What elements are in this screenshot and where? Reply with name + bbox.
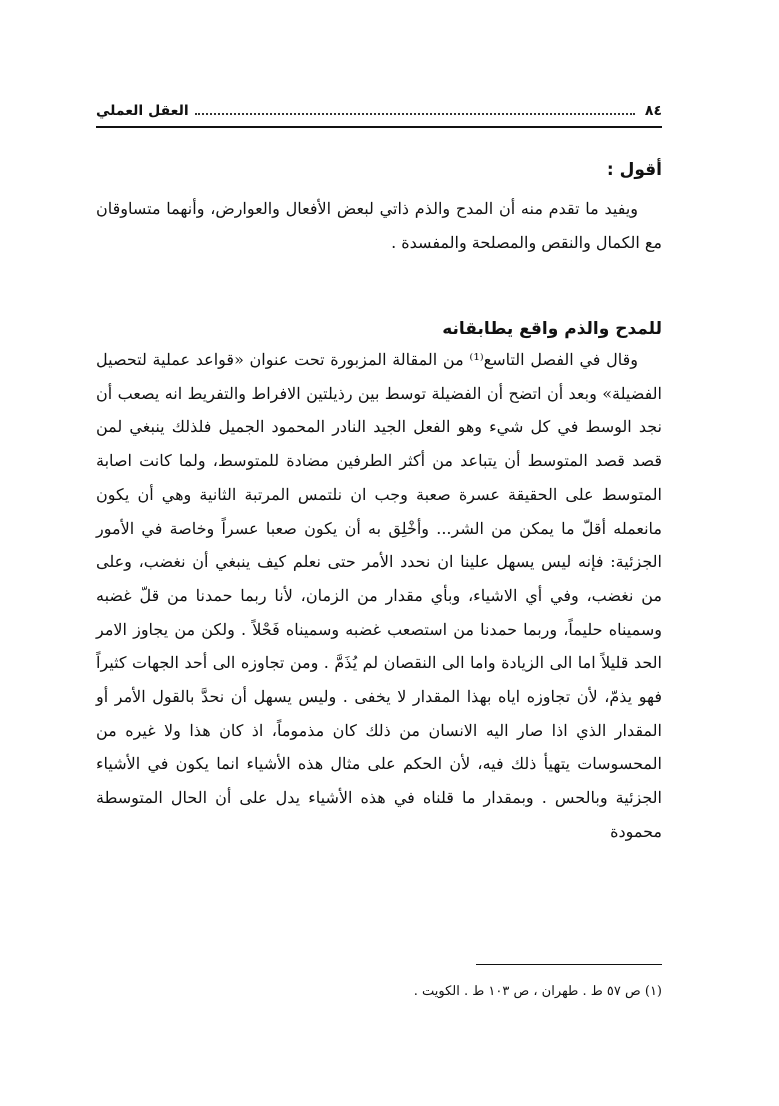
page-number: ٨٤ [644, 103, 662, 119]
footnote-rule [476, 964, 662, 965]
section-heading-madh-wal-dhamm: للمدح والذم واقع يطابقانه [442, 319, 662, 339]
running-header [96, 100, 662, 122]
footnote: (١) ص ٥٧ ط . طهران ، ص ١٠٣ ط . الكويت . [413, 984, 662, 999]
page-body [96, 96, 662, 1016]
paragraph-2: وقال في الفصل التاسع⁽¹⁾ من المقالة المزبورة تحت عنوان «قواعد عملية لتحصيل الفضيلة» وبعد أن اتضح أن الفضيلة توسط بين رذيلتين الافراط والتفريط انه يصعب أن نجد الوسط في كل شيء وهو الفعل الجيد النادر المحمود الجميل فلذلك ينبغي لمن قصد قصد المتوسط أن يتباعد من أكثر الطرفين مضادة للمتوسط، ولما كانت اصابة المتوسط على الحقيقة عسرة صعبة وجب ان نلتمس المرتبة الثانية وهي أن يكون مانعمله أقلّ ما يمكن من الشر... وأخْلِق به أن يكون صعبا عسراً وخاصة في الأمور الجزئية: فإنه ليس يسهل علينا ان نحدد الأمر حتى نعلم كيف ينبغي أن نغضب، وعلى من نغضب، وفي أي الاشياء، وبأي مقدار من الزمان، لأنا ربما حمدنا من قلّ غضبه وسميناه حليماً، وربما حمدنا من استصعب غضبه وسميناه فَحْلاً . ولكن من يجاوز الامر الحد قليلاً اما الى الزيادة واما الى النقصان لم يُذَمَّ . ومن تجاوزه الى أحد الجهات كثيراً فهو يذمّ، لأن تجاوزه اياه بهذا المقدار لا يخفى . وليس يسهل أن نحدَّ بالقول الأمر أو المقدار الذي اذا صار اليه الانسان من ذلك كان مذموماً، اذ كان هذا ولا غيره من المحسوسات يتهيأ ذلك فيه، لأن الحكم على مثال هذه الأشياء انما يكون في الأشياء الجزئية وبالحس . وبمقدار ما قلناه في هذه الأشياء يدل على أن الحال المتوسطة محمودة [96, 350, 663, 841]
section-heading-aqul: أقول : [606, 160, 662, 180]
running-title: العقل العملي [96, 103, 189, 119]
header-rule [96, 126, 662, 128]
header-leader-dots [195, 113, 635, 115]
paragraph-1: ويفيد ما تقدم منه أن المدح والذم ذاتي لبعض الأفعال والعوارض، وأنهما متساوقان مع الكمال والنقص والمصلحة والمفسدة . [96, 199, 662, 252]
